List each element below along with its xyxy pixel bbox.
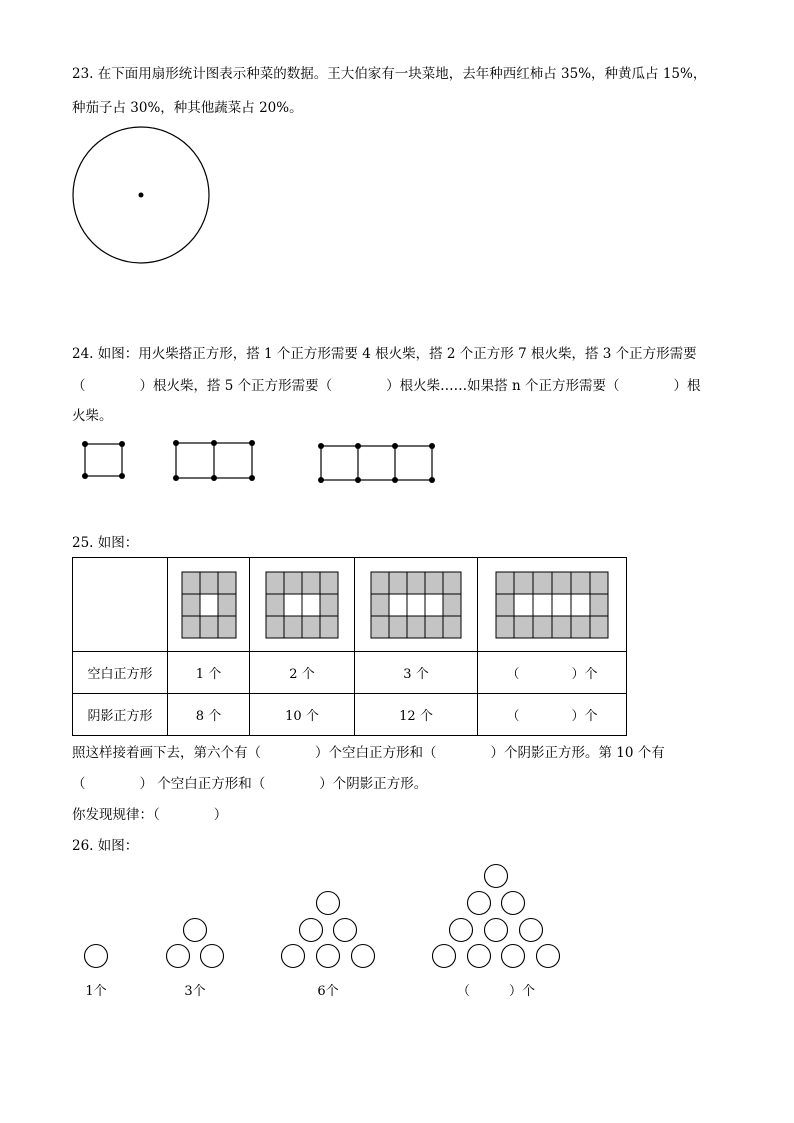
q25-table bbox=[72, 557, 627, 736]
matchstick-figures bbox=[76, 436, 446, 490]
circle-triangle-figures bbox=[70, 860, 570, 972]
q26-label-3: 6个 bbox=[317, 984, 339, 999]
q26-label-2: 3个 bbox=[184, 984, 206, 999]
q25-row2-cell-4: （ ）个 bbox=[478, 694, 627, 736]
q26-title: 26. 如图： bbox=[72, 838, 139, 854]
q24-line-3: 火柴。 bbox=[72, 408, 113, 424]
pie-chart-blank-circle bbox=[68, 124, 216, 270]
q23-line-2: 种茄子占 30%，种其他蔬菜占 20%。 bbox=[72, 100, 303, 116]
matchstick-three-squares-joints bbox=[318, 443, 435, 483]
matchstick-one-square bbox=[85, 444, 122, 476]
q24-line-2: （ ）根火柴，搭 5 个正方形需要（ ）根火柴……如果搭 n 个正方形需要（ ）根 bbox=[72, 378, 701, 394]
grid-figure-1 bbox=[180, 570, 238, 640]
q25-row2-cell-2: 10 个 bbox=[250, 694, 355, 736]
q25-row1-cell-2: 2 个 bbox=[250, 652, 355, 694]
q25-title: 25. 如图： bbox=[72, 535, 139, 551]
q25-after-line-2: （ ） 个空白正方形和（ ）个阴影正方形。 bbox=[72, 776, 428, 792]
q25-row1-cell-3: 3 个 bbox=[355, 652, 478, 694]
q26-label-1: 1个 bbox=[85, 984, 107, 999]
circle-group-6 bbox=[282, 892, 375, 968]
q26-label-4: （ ）个 bbox=[456, 984, 535, 999]
matchstick-three-squares bbox=[321, 446, 432, 480]
grid-figure-3 bbox=[369, 570, 463, 640]
q25-figure-3 bbox=[355, 558, 478, 652]
grid-figure-2 bbox=[264, 570, 340, 640]
q25-row2-cell-3: 12 个 bbox=[355, 694, 478, 736]
q25-after-line-3: 你发现规律：（ ） bbox=[72, 807, 228, 823]
circle-group-10 bbox=[433, 865, 560, 968]
circle-group-1 bbox=[85, 945, 108, 968]
q25-figure-4 bbox=[478, 558, 627, 652]
circle-center-dot bbox=[139, 193, 144, 198]
q25-after-line-1: 照这样接着画下去，第六个有（ ）个空白正方形和（ ）个阴影正方形。第 10 个有 bbox=[72, 745, 665, 761]
matchstick-two-squares bbox=[176, 443, 252, 478]
circle-group-3 bbox=[167, 919, 224, 968]
grid-figure-4 bbox=[494, 570, 610, 640]
q25-row1-cell-1: 1 个 bbox=[168, 652, 250, 694]
q23-line-1: 23. 在下面用扇形统计图表示种菜的数据。王大伯家有一块菜地，去年种西红柿占 35%，种黄瓜占 15%， bbox=[72, 66, 707, 82]
q24-line-1: 24. 如图：用火柴搭正方形，搭 1 个正方形需要 4 根火柴，搭 2 个正方形 7 根火柴，搭 3 个正方形需要 bbox=[72, 346, 697, 362]
q25-row1-cell-4: （ ）个 bbox=[478, 652, 627, 694]
q25-row2-label: 阴影正方形 bbox=[73, 694, 168, 736]
q25-empty-header bbox=[73, 558, 168, 652]
q25-row1-label: 空白正方形 bbox=[73, 652, 168, 694]
q25-figure-1 bbox=[168, 558, 250, 652]
q25-row2-cell-1: 8 个 bbox=[168, 694, 250, 736]
matchstick-one-square-joints bbox=[82, 441, 125, 479]
q25-figure-2 bbox=[250, 558, 355, 652]
